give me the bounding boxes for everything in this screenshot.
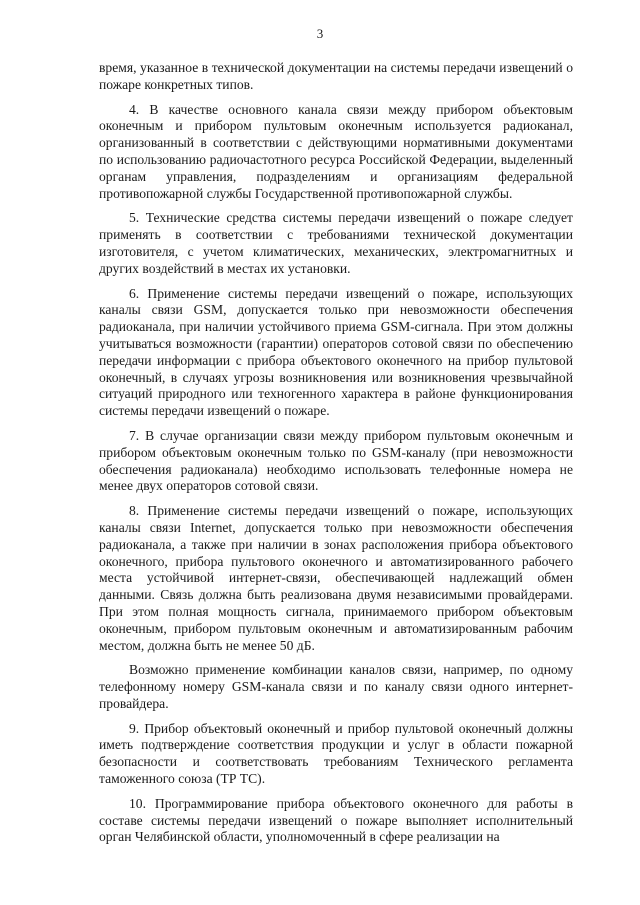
paragraph-item-5: 5. Технические средства системы передачи извещений о пожаре следует применять в соответствии с требованиями технической документации изготовителя, с учетом климатических, механических, электромагнитных и других воздействий в местах их установки. [99, 210, 573, 276]
paragraph-item-6: 6. Применение системы передачи извещений о пожаре, использующих каналы связи GSM, допускается только при невозможности обеспечения радиоканала, при наличии устойчивого приема GSM-сигнала. При этом должны учитываться возможности (гарантии) операторов сотовой связи по обеспечению передачи информации с прибора объектового оконечного на прибор пультовой оконечный, в случаях угрозы возникновения или возникновения чрезвычайной ситуаций природного или техногенного характера в районе функционирования системы передачи извещений о пожаре. [99, 285, 573, 419]
paragraph-item-10: 10. Программирование прибора объектового оконечного для работы в составе системы передачи извещений о пожаре выполняет исполнительный орган Челябинской области, уполномоченный в сфере реализации на [99, 795, 573, 845]
paragraph-item-9: 9. Прибор объектовый оконечный и прибор пультовой оконечный должны иметь подтверждение соответствия продукции и услуг в области пожарной безопасности и соответствовать требованиям Технического регламента таможенного союза (ТР ТС). [99, 720, 573, 787]
paragraph-item-7: 7. В случае организации связи между прибором пультовым оконечным и прибором объектовым оконечным только по GSM-каналу (при невозможности обеспечения радиоканала) необходимо использовать телефонные номера не менее двух операторов сотовой связи. [99, 427, 573, 494]
paragraph-combination-note: Возможно применение комбинации каналов связи, например, по одному телефонному номеру GSM-канала связи и по каналу связи одного интернет-провайдера. [99, 662, 573, 711]
page-number: 3 [316, 26, 324, 41]
paragraph-item-8: 8. Применение системы передачи извещений о пожаре, использующих каналы связи Internet, допускается только при невозможности обеспечения радиоканала, а также при наличии в зонах расположения прибора объектового оконечного, прибора пультового оконечного и автоматизированного рабочего места устойчивой интернет-связи, обеспечивающей надлежащий обмен данными. Связь должна быть реализована двумя независимыми провайдерами. При этом полная мощность сигнала, принимаемого прибором объектовым оконечным, прибором пультовым оконечным и автоматизированным рабочим местом, должна быть не менее 50 дБ. [99, 503, 573, 653]
paragraph-continuation: время, указанное в технической документации на системы передачи извещений о пожаре конкретных типов. [99, 60, 573, 92]
document-body [99, 60, 573, 854]
paragraph-item-4: 4. В качестве основного канала связи между прибором объектовым оконечным и прибором пультовым оконечным используется радиоканал, организованный в соответствии с действующими нормативными документами по использованию радиочастотного ресурса Российской Федерации, выделенный органам управления, подразделениям и организациям федеральной противопожарной службы Государственной противопожарной службы. [99, 101, 573, 201]
